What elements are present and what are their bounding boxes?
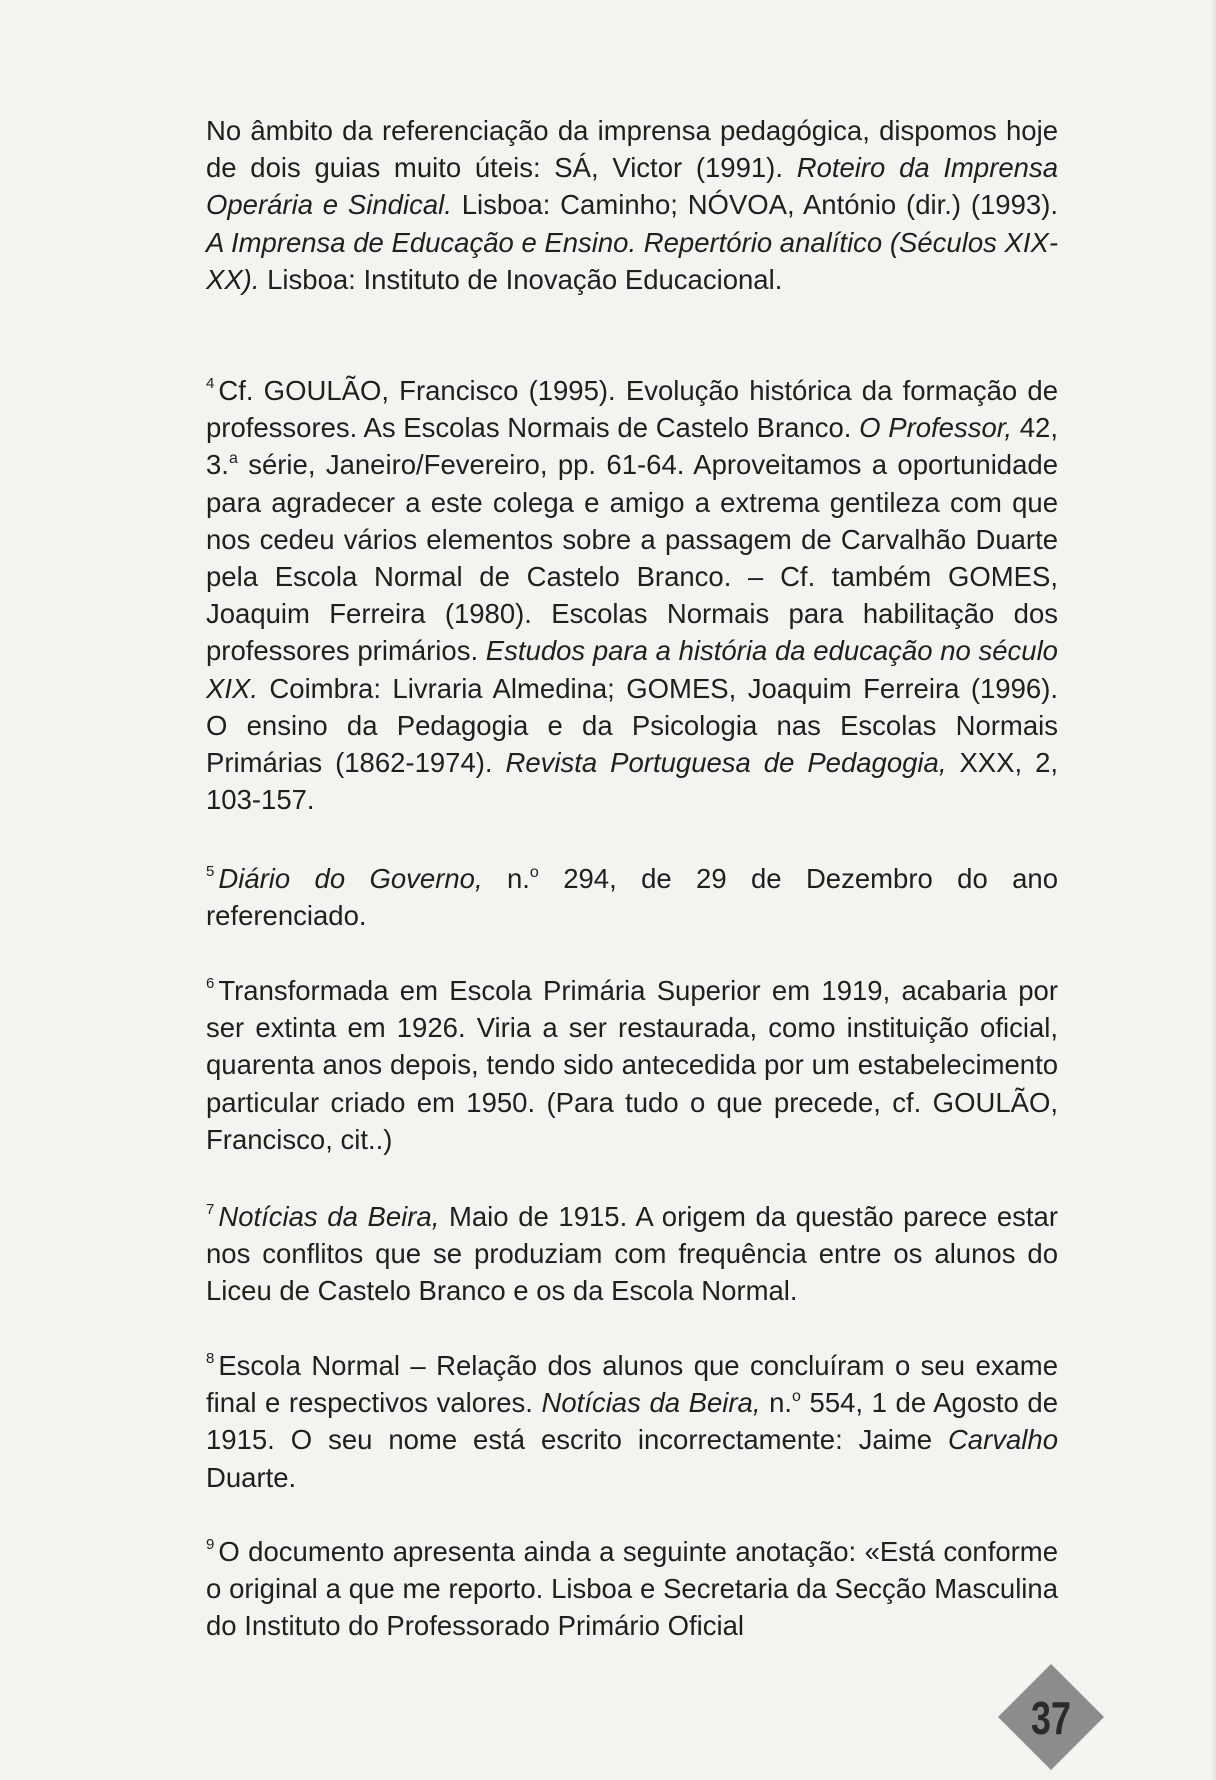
footnote-body: XXX, 2, 103-157. — [206, 747, 1059, 816]
citation-title: Notícias da Beira, — [218, 1201, 440, 1232]
footnote-body: Lisboa: Instituto de Inovação Educacional. — [259, 263, 783, 295]
scan-edge-shadow — [1210, 0, 1216, 1780]
footnote-body: Lisboa: Caminho; NÓVOA, António (dir.) (1993). — [451, 189, 1058, 221]
footnote-body: No âmbito da referenciação da imprensa pedagógica, dispomos hoje de dois guias muito úteis: SÁ, Victor (1991). — [206, 115, 1058, 184]
citation-title: O Professor, — [859, 412, 1013, 444]
citation-title: Diário do Governo, — [218, 863, 483, 894]
footnote-6 — [206, 972, 1058, 1158]
citation-title: Notícias da Beira, — [541, 1387, 761, 1419]
footnote-text — [206, 1198, 1058, 1310]
footnote-text — [206, 972, 1058, 1158]
footnote-body: O documento apresenta ainda a seguinte anotação: «Está conforme o original a que me reporto. Lisboa e Secretaria da Secção Masculina do Instituto do Professorado Primário Oficial — [206, 1536, 1058, 1642]
diamond-badge-icon — [996, 1662, 1106, 1772]
footnote-9 — [206, 1533, 1058, 1645]
footnote-body: série, Janeiro/Fevereiro, pp. 61-64. Aproveitamos a oportunidade para agradecer a este colega e amigo a extrema gentileza com que nos cedeu vários elementos sobre a passagem de Carvalhão Duarte pela Escola Normal de Castelo Branco. – Cf. também GOMES, Joaquim Ferreira (1980). Escolas Normais para habilitação dos professores primários. — [206, 449, 1058, 667]
citation-title: Roteiro da Imprensa Operária e Sindical. — [206, 152, 1058, 221]
ordinal-indicator: a — [228, 450, 238, 468]
footnote-body: n. — [482, 863, 530, 894]
footnote-body: Transformada em Escola Primária Superior em 1919, acabaria por ser extinta em 1926. Viria a ser restaurada, como instituição oficial, quarenta anos depois, tendo sido antecedida por um estabelecimento particular criado em 1950. (Para tudo o que precede, cf. GOULÃO, Francisco, cit..) — [206, 975, 1058, 1155]
footnote-body: Cf. GOULÃO, Francisco (1995). Evolução histórica da formação de professores. As Escolas Normais de Castelo Branco. — [206, 375, 1058, 444]
footnote-body: Maio de 1915. A origem da questão parece estar nos conflitos que se produziam com frequência entre os alunos do Liceu de Castelo Branco e os da Escola Normal. — [206, 1201, 1059, 1307]
footnote-marker: 4 — [206, 375, 215, 392]
citation-title: Carvalho — [947, 1424, 1058, 1456]
citation-title: Revista Portuguesa de Pedagogia, — [505, 747, 947, 779]
footnote-text — [206, 860, 1058, 934]
ordinal-indicator: o — [792, 1388, 801, 1406]
footnote-body: 554, 1 de Agosto de 1915. O seu nome está escrito incorrectamente: Jaime — [206, 1387, 1059, 1456]
citation-title: Estudos para a história da educação no século XIX. — [206, 635, 1058, 704]
footnote-text — [206, 112, 1058, 298]
page-number-badge — [996, 1662, 1106, 1772]
footnote-body: Coimbra: Livraria Almedina; GOMES, Joaquim Ferreira (1996). O ensino da Pedagogia e da Psicologia nas Escolas Normais Primárias (1862-1974). — [206, 672, 1058, 779]
citation-title: A Imprensa de Educação e Ensino. Repertório analítico (Séculos XIX-XX). — [206, 226, 1058, 295]
footnote-7 — [206, 1198, 1058, 1310]
footnote-4 — [206, 372, 1058, 818]
footnote-8 — [206, 1347, 1058, 1496]
ordinal-indicator: o — [529, 864, 539, 881]
page-number: 37 — [1031, 1692, 1071, 1745]
footnote-text — [206, 1533, 1058, 1645]
footnote-body: Escola Normal – Relação dos alunos que concluíram o seu exame final e respectivos valores. — [206, 1350, 1058, 1419]
footnote-body: 42, 3. — [206, 412, 1058, 481]
footnote-3-continuation — [206, 112, 1058, 298]
footnote-text — [206, 1347, 1058, 1496]
footnote-body: Duarte. — [206, 1461, 297, 1493]
footnote-body: n. — [760, 1387, 793, 1419]
footnote-5 — [206, 860, 1058, 934]
footnote-marker: 6 — [206, 975, 215, 992]
footnote-marker: 9 — [206, 1536, 215, 1553]
footnote-text — [206, 372, 1058, 818]
footnote-marker: 7 — [206, 1201, 215, 1218]
footnote-marker: 5 — [206, 863, 215, 880]
footnote-marker: 8 — [206, 1350, 215, 1367]
footnote-body: 294, de 29 de Dezembro do ano referenciado. — [206, 863, 1059, 932]
